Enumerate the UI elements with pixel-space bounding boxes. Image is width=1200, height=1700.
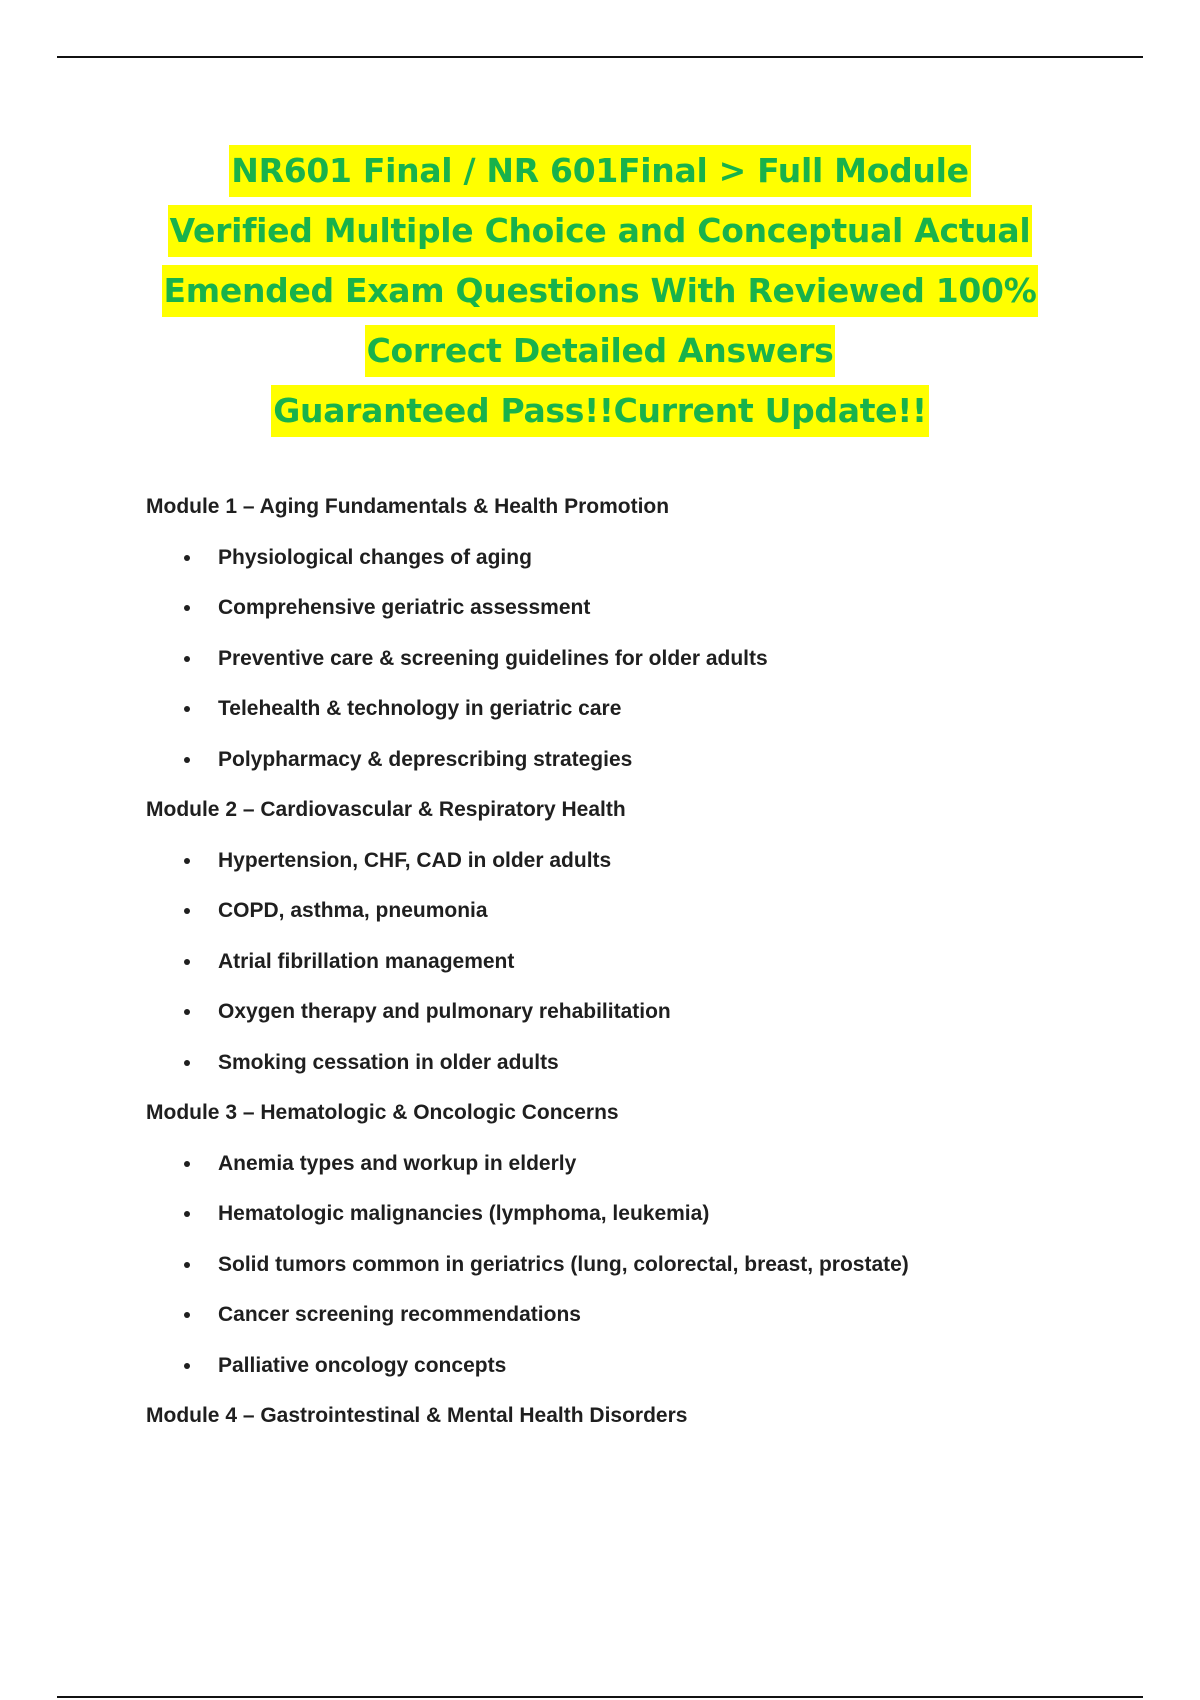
topic-item [146,1349,1146,1400]
topic-text: Atrial fibrillation management [218,949,515,973]
title-line-text: Verified Multiple Choice and Conceptual Actual [168,205,1033,257]
topic-item [146,1046,1146,1097]
topic-item [146,591,1146,642]
topic-item [146,1248,1146,1299]
bullet-icon [184,908,190,914]
topic-text: Solid tumors common in geriatrics (lung, colorectal, breast, prostate) [218,1252,909,1276]
title-line [0,385,1200,445]
module-outline [146,490,1146,1450]
title-line [0,325,1200,385]
bullet-icon [184,1060,190,1066]
bullet-icon [184,1161,190,1167]
topic-list [146,1147,1146,1400]
topic-item [146,743,1146,794]
topic-text: Hematologic malignancies (lymphoma, leukemia) [218,1202,710,1225]
topic-item [146,844,1146,895]
topic-text: Palliative oncology concepts [218,1353,507,1377]
top-rule [57,56,1143,58]
bullet-icon [184,1211,190,1217]
bullet-icon [184,1009,190,1015]
title-line [0,205,1200,265]
bullet-icon [184,1363,190,1369]
title-line [0,265,1200,325]
title-line-text: Correct Detailed Answers [365,325,836,377]
topic-text: COPD, asthma, pneumonia [218,899,488,922]
module-heading: Module 1 – Aging Fundamentals & Health Promotion [146,495,670,518]
topic-text: Oxygen therapy and pulmonary rehabilitation [218,1000,671,1023]
topic-list [146,541,1146,794]
topic-item [146,945,1146,996]
title-line [0,145,1200,205]
bullet-icon [184,1262,190,1268]
bullet-icon [184,858,190,864]
topic-text: Physiological changes of aging [218,545,532,569]
topic-text: Smoking cessation in older adults [218,1050,559,1074]
topic-item [146,642,1146,693]
bullet-icon [184,1312,190,1318]
topic-item [146,995,1146,1046]
title-line-text: Emended Exam Questions With Reviewed 100% [162,265,1039,317]
bullet-icon [184,605,190,611]
bullet-icon [184,706,190,712]
topic-item [146,1298,1146,1349]
topic-item [146,692,1146,743]
topic-text: Preventive care & screening guidelines for older adults [218,646,768,670]
bullet-icon [184,757,190,763]
topic-item [146,1147,1146,1198]
topic-list [146,844,1146,1097]
document-title [0,145,1200,445]
bullet-icon [184,555,190,561]
bullet-icon [184,656,190,662]
bullet-icon [184,959,190,965]
title-line-text: Guaranteed Pass!!Current Update!! [271,385,929,437]
topic-item [146,894,1146,945]
topic-text: Anemia types and workup in elderly [218,1151,577,1175]
bottom-rule [57,1696,1143,1698]
topic-item [146,541,1146,592]
topic-text: Comprehensive geriatric assessment [218,596,591,619]
topic-text: Cancer screening recommendations [218,1303,581,1326]
topic-text: Hypertension, CHF, CAD in older adults [218,848,612,872]
module-heading: Module 3 – Hematologic & Oncologic Concerns [146,1101,619,1124]
module-heading: Module 4 – Gastrointestinal & Mental Health Disorders [146,1404,688,1427]
module-heading: Module 2 – Cardiovascular & Respiratory Health [146,798,626,821]
topic-item [146,1197,1146,1248]
topic-text: Polypharmacy & deprescribing strategies [218,747,633,771]
title-line-text: NR601 Final / NR 601Final > Full Module [229,145,970,197]
topic-text: Telehealth & technology in geriatric care [218,697,622,720]
